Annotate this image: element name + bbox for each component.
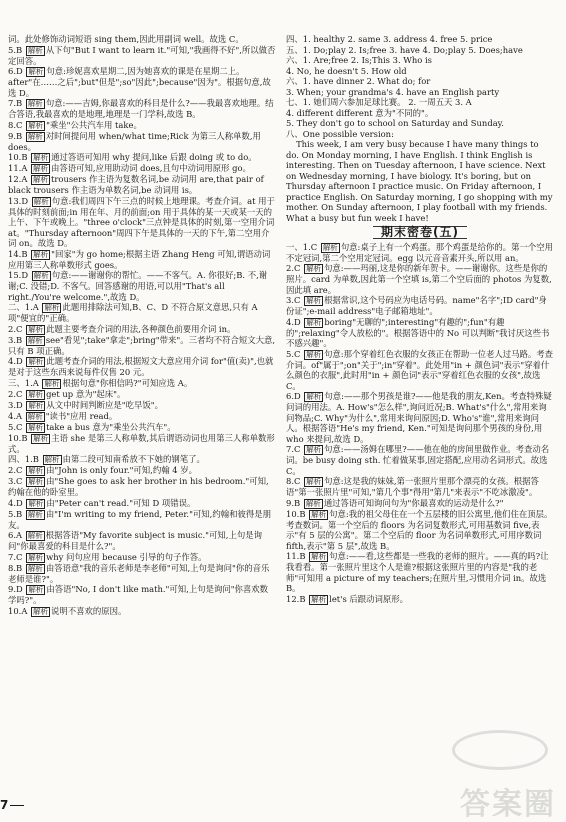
analysis-tag: 解析 <box>28 357 44 366</box>
answer-item: 8.C 解析 句意:这是我的妹妹,第一张照片里那个漂亮的女孩。根据答语"第一张照片里"可知,"第几个事"得用"第几"来表示"不吃冰激凌"。 <box>286 476 539 497</box>
answer-item: 3.B 解析 see"看见";take"拿走";bring"带来"。三者均不符合短文大意,只有 B 项正确。 <box>8 334 276 356</box>
right-top-answers <box>286 34 554 139</box>
analysis-tag: 解析 <box>33 153 49 162</box>
answer-item: 10.B 解析 句意:我的祖父母住在一个五层楼的旧公寓里,他们住在顶层。考查数词。第一个空后的 floors 为名词复数形式,可用基数词 five,表示"有 5 层的公寓"。第二个空后的 floor 为名词单数形式,可用序数词 fifth,表示"第 5 层",故选 B。 <box>286 508 553 551</box>
answer-item: 词。此处修饰动词短语 sing them,因此用副词 well。故选 C。 <box>8 34 244 44</box>
analysis-tag: 解析 <box>27 531 43 540</box>
section-title: 期末密卷(五) <box>286 226 554 239</box>
watermark: 答案圈 <box>460 786 556 822</box>
answer-item: 14.B 解析 "回家"为 go home;根据主语 Zhang Heng 可知,谓语动词应用第三人称单数形式 goes。 <box>8 248 271 270</box>
analysis-tag: 解析 <box>306 392 322 401</box>
answer-item: 4. different different 意为"不同的"。 <box>286 107 434 118</box>
answer-item: 5.B 解析 从下句"But I want to learn it."可知,"我画得不好",所以做否定回答。 <box>8 44 276 66</box>
analysis-tag: 解析 <box>27 335 43 345</box>
answer-item: 6.D 解析 句意:珍妮喜欢星期二,因为她喜欢的课是在星期二上。after"在……之后";but"但是";so"因此";because"因为"。根据句意,故选 D。 <box>8 66 271 98</box>
analysis-tag: 解析 <box>33 606 49 616</box>
answer-item: 2.C 解析 句意:——玛丽,这是你的新年贺卡。——谢谢你。这些是你的照片。card 为单数,因此第一个空填 is,第二个空后面的 photos 为复数,因此填 are。 <box>286 263 552 295</box>
answer-item: 2.C 解析 由"John is only four."可知,约翰 4 岁。 <box>8 465 197 475</box>
analysis-tag: 解析 <box>28 585 44 594</box>
answer-item: 5.C 解析 句意:那个穿着红色衣服的女孩正在帮助一位老人过马路。考查介词。of"属于";on"关于";in"穿着"。此处用"in + 颜色词"表示"穿着什么颜色的衣服",此时用"in + 颜色词"表示"穿着红色衣服的女孩",故选 C。 <box>286 348 554 391</box>
answer-item: 5. They don't go to school on Saturday and Sunday. <box>286 118 504 128</box>
answer-item: 4.D 解析 此题考查介词的用法,根据短文大意应用介词 for"值(卖)",也就是对于这些东西来说每件仅售 20 元。 <box>8 356 274 377</box>
page-number: 7 <box>0 800 24 811</box>
analysis-tag: 解析 <box>27 509 43 519</box>
analysis-tag: 解析 <box>33 175 49 184</box>
analysis-tag: 解析 <box>311 509 327 519</box>
answer-item: 11.A 解析 由答语可知,应用助动词 does,且句中动词用原形 go。 <box>8 163 251 173</box>
analysis-tag: 解析 <box>27 45 43 55</box>
left-column <box>8 34 276 617</box>
analysis-tag: 解析 <box>28 477 44 486</box>
answer-item: 11.B 解析 句意:——看,这些都是一些我的老师的照片。——真的吗?让我看看。第一张照片里这个人是谁?根据这张照片里的内容是"我的老师"可知用 a picture of my teachers;在照片里,习惯用介词 in。故选 B。 <box>286 551 549 593</box>
analysis-tag: 解析 <box>311 552 327 561</box>
answer-item: 4. No, he doesn't 5. How old <box>286 65 407 76</box>
analysis-tag: 解析 <box>28 120 44 130</box>
sample-essay: This week, I am very busy because I have many things to do. On Monday morning, I have English. I think English is interesting. Then on Tuesday afternoon, I have science. Next on Wednesday morning, I have biology. It's boring, but on Thursday afternoon I practice music. On Friday afternoon, I practice English. On Saturday morning, I go shopping with my mother. On Sunday afternoon, I play football with my friends. What a busy but fun week I have! <box>286 139 553 223</box>
answer-item: 4.A 解析 "读书"应用 read。 <box>8 410 118 421</box>
answer-item: 三、1.A 解析 根据句意"你相信吗?"可知应选 A。 <box>8 377 193 388</box>
analysis-tag: 解析 <box>33 164 49 173</box>
answer-item: 5.B 解析 由"I'm writing to my friend, Peter."可知,约翰和彼得是朋友。 <box>8 508 271 530</box>
answer-item: 一、1.C 解析 句意:桌子上有一个鸡蛋。那个鸡蛋是给你的。第一个空用不定冠词,第二个空用定冠词。egg 以元音音素开头,所以用 an。 <box>286 241 554 263</box>
analysis-tag: 解析 <box>27 99 43 108</box>
analysis-tag: 解析 <box>33 433 49 443</box>
answer-item: 四、1.B 解析 由第二段可知南希放不下她的钢笔了。 <box>8 454 205 464</box>
answer-item: 12.A 解析 trousers 作主语为复数名词,be 动词用 are,that pair of black trousers 作主语为单数名词,be 动词用 is。 <box>8 174 264 195</box>
answer-item: 10.B 解析 通过答语可知用 why 提问,like 后跟 doing 或 to do。 <box>8 152 257 162</box>
analysis-tag: 解析 <box>33 249 49 259</box>
right-bottom-answers <box>286 242 554 605</box>
analysis-tag: 解析 <box>44 378 60 388</box>
analysis-tag: 解析 <box>28 498 44 508</box>
analysis-tag: 解析 <box>311 594 327 604</box>
answer-item: 2.C 解析 此题主要考查介词的用法,各种颜色前要用介词 in。 <box>8 323 236 334</box>
answer-item: 6.D 解析 句意:——那个男孩是谁?——他是我的朋友,Ken。考查特殊疑问词的用法。A. How's"怎么样",询问近况;B. What's"什么",常用来询问物品;C. Why"为什么",常用来询问原因;D. Who's"谁",常用来询问人。根据答语"He's my friend, Ken."可知是询问那个男孩的身份,用 who 来提问,故选 D。 <box>286 391 552 444</box>
right-column <box>286 34 554 605</box>
answer-item: 12.B 解析 let's 后跟动词原形。 <box>286 593 409 604</box>
answer-item: 4.D 解析 由"Peter can't read."可知 D 项错误。 <box>8 497 196 508</box>
answer-item: 9.D 解析 由答语"No, I don't like math."可知,上句是询问"你喜欢数学吗?"。 <box>8 584 269 605</box>
answer-page <box>8 34 560 804</box>
analysis-tag: 解析 <box>44 303 60 312</box>
answer-item: 7.B 解析 句意:——吉姆,你最喜欢的科目是什么?——我最喜欢地理。结合答语,我最喜欢的是地理,地理是一门学科,故选 B。 <box>8 98 274 119</box>
analysis-tag: 解析 <box>28 67 44 76</box>
analysis-tag: 解析 <box>28 552 44 562</box>
answer-item: 7.C 解析 why 问句应用 because 引导的句子作答。 <box>8 551 207 562</box>
answer-item: 3. When; your grandma's 4. have an English party <box>286 86 500 97</box>
analysis-tag: 解析 <box>28 422 44 432</box>
answer-item: 9.B 解析 对时间提问用 when/what time;Rick 为第三人称单数,用 does。 <box>8 130 261 152</box>
analysis-tag: 解析 <box>33 271 49 280</box>
answer-item: 10.B 解析 主语 she 是第三人称单数,其后谓语动词也用第三人称单数形式。 <box>8 432 275 454</box>
analysis-tag: 解析 <box>33 196 49 206</box>
analysis-tag: 解析 <box>306 349 322 359</box>
answer-item: 五、1. Do;play 2. Is;free 3. have 4. Do;play 5. Does;have <box>286 44 523 55</box>
analysis-tag: 解析 <box>27 563 43 573</box>
analysis-tag: 解析 <box>44 455 60 464</box>
analysis-tag: 解析 <box>28 466 44 475</box>
analysis-tag: 解析 <box>28 389 44 399</box>
answer-item: 四、1. healthy 2. same 3. address 4. free 5. price <box>286 34 493 44</box>
answer-item: 15.D 解析 句意:——谢谢你的帮忙。——不客气。A. 你很好;B. 不,谢谢;C. 没错;D. 不客气。回答感谢的用语,可以用"That's all right./You're welcome.",故选 D。 <box>8 270 268 302</box>
answer-item: 9.B 解析 通过答语可知询问句为"你最喜欢的运动是什么?" <box>286 497 504 508</box>
answer-item: 六、1. Are;free 2. Is;This 3. Who is <box>286 55 432 65</box>
answer-item: 6.A 解析 根据答语"My favorite subject is music."可知,上句是询问"你最喜爱的科目是什么?"。 <box>8 530 262 551</box>
analysis-tag: 解析 <box>28 400 44 410</box>
answer-item: 13.D 解析 句意:我们周四下午三点的时候上地理课。考查介词。at 用于具体的时刻前面;in 用在年、月的前面;on 用于具体的某一天或某一天的上午、下午或晚上。"three o'clock"三点钟是具体的时刻,第一空用介词 at。"Thursday afternoon"周四下午是具体的一天的下午,第二空用介词 on。故选 D。 <box>8 195 275 248</box>
analysis-tag: 解析 <box>305 498 321 508</box>
analysis-tag: 解析 <box>27 411 43 421</box>
analysis-tag: 解析 <box>28 324 44 334</box>
analysis-tag: 解析 <box>306 296 322 305</box>
answer-item: 10.A 解析 说明不喜欢的原因。 <box>8 605 127 616</box>
analysis-tag: 解析 <box>306 317 322 327</box>
analysis-tag: 解析 <box>306 264 322 273</box>
answer-item: 六、1. have dinner 2. What do; for <box>286 76 431 86</box>
analysis-tag: 解析 <box>27 131 43 141</box>
answer-item: 3.D 解析 从文中时间判断应是"吃早饭"。 <box>8 399 163 410</box>
answer-item: 7.C 解析 句意:——汤姆在哪里?——他在他的房间里做作业。考查动名词。be busy doing sth. 忙着做某事,固定搭配,应用动名词形式。故选 C。 <box>286 444 550 476</box>
answer-item: 3.C 解析 由"She goes to ask her brother in his bedroom."可知,约翰在他的卧室里。 <box>8 476 269 497</box>
answer-item: 2.C 解析 get up 意为"起床"。 <box>8 388 126 399</box>
answer-item: 八、One possible version: <box>286 128 394 139</box>
answer-item: 二、1.A 解析 此题用排除法可知,B、C、D 不符合原文意思,只有 A 项"便宜的"正确。 <box>8 302 258 323</box>
answer-item: 4.D 解析 boring"无聊的";interesting"有趣的";fun"有趣的";relaxing"令人放松的"。根据答语中的 No 可以判断"我讨厌这些书不感兴趣"。 <box>286 316 550 348</box>
analysis-tag: 解析 <box>322 242 338 252</box>
answer-item: 8.C 解析 "乘坐"公共汽车用 take。 <box>8 119 142 130</box>
answer-item: 5.C 解析 take a bus 意为"乘坐公共汽车"。 <box>8 421 176 432</box>
answer-item: 七、1. 她们周六参加足球比赛。 2. 一周五天 3. A <box>286 97 472 107</box>
watermark-ring-icon <box>452 730 548 770</box>
answer-item: 8.B 解析 由答语意"我的音乐老师是李老师"可知,上句是询问"你的音乐老师是谁?"。 <box>8 562 270 584</box>
answer-item: 3.C 解析 根据常识,这个号码应为电话号码。name"名字";ID card"身份证";e-mail address"电子邮箱地址"。 <box>286 295 547 316</box>
analysis-tag: 解析 <box>306 445 322 454</box>
analysis-tag: 解析 <box>306 477 322 486</box>
